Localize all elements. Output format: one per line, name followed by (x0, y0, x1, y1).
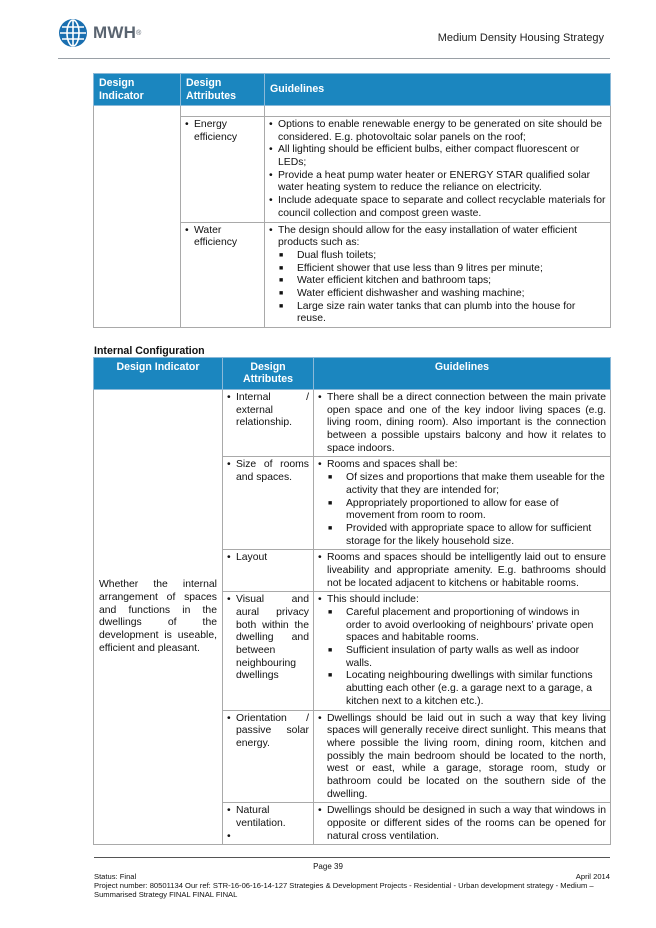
attribute-internal-external: • Internal / external relationship. (227, 392, 309, 429)
sub-list-item: ■ Provided with appropriate space to allow for sufficient storage for the likely household size. (328, 522, 592, 547)
list-item: • This should include: (318, 594, 419, 606)
list-item: • Include adequate space to separate and collect recyclable materials for council collection and compost green waste. (269, 195, 606, 219)
logo-text: MWH (93, 23, 137, 42)
table-header-row (94, 358, 611, 390)
sub-list-item: ■ Locating neighbouring dwellings with similar functions abutting each other (e.g. a garage next to a garage, a kitchen next to a kitchen etc.). (328, 670, 593, 707)
sub-list-item: ■ Efficient shower that use less than 9 litres per minute; (279, 262, 543, 274)
table-row (94, 390, 611, 457)
table-row (94, 117, 611, 223)
column-header-indicator: Design Indicator (94, 74, 181, 106)
internal-configuration-table (93, 357, 611, 845)
list-item: • Dwellings should be designed in such a way that windows in opposite or different sides of the rooms can be opened for natural cross ventilation. (318, 805, 606, 842)
attribute-privacy: • Visual and aural privacy both within the dwelling and between neighbouring dwellings (227, 594, 309, 682)
page-header (58, 18, 610, 58)
list-item: • Provide a heat pump water heater or ENERGY STAR qualified solar water heating system to reduce the reliance on electricity. (269, 169, 591, 194)
sustainability-table (93, 73, 611, 328)
sub-list-item: ■ Water efficient dishwasher and washing machine; (279, 287, 525, 299)
column-header-attributes: Design Attributes (223, 358, 314, 390)
sub-list-item: ■ Large size rain water tanks that can plumb into the house for reuse. (279, 300, 576, 325)
list-item: • Rooms and spaces shall be: (318, 459, 458, 471)
list-item: • Rooms and spaces should be intelligently laid out to ensure liveability and appropriate amenity. E.g. bathrooms should not be located adjacent to kitchens or habitable rooms. (318, 552, 606, 589)
sub-list-item: ■ Careful placement and proportioning of windows in order to avoid overlooking of neighbours’ private open spaces and habitable rooms. (328, 607, 594, 644)
footer-divider (94, 857, 610, 858)
attribute-natural-ventilation: • Natural ventilation. (227, 805, 286, 829)
attribute-energy-efficiency: • Energy efficiency (185, 119, 238, 143)
sub-list-item: ■ Dual flush toilets; (279, 249, 377, 261)
page-number: Page 39 (313, 862, 343, 871)
design-indicator-text: Whether the internal arrangement of spaces and functions in the dwellings of the development is useable, efficient and pleasant. (99, 579, 217, 654)
empty-bullet: • (227, 830, 231, 842)
attribute-orientation: • Orientation / passive solar energy. (227, 712, 309, 749)
attribute-water-efficiency: • Water efficiency (185, 224, 238, 249)
header-divider (58, 58, 610, 59)
attribute-layout: • Layout (227, 552, 268, 564)
indicator-cell (94, 106, 181, 117)
list-item: • There shall be a direct connection between the main private open space and one of the key indoor living spaces (e.g. living room, dining room). Also important is the connection between a possible upstairs balcony and how it relates to space indoors. (318, 392, 606, 454)
document-title: Medium Density Housing Strategy (437, 32, 604, 44)
footer-status: Status: Final (94, 872, 137, 881)
logo-trademark: ® (136, 29, 142, 37)
footer-project-reference: Project number: 80501134 Our ref: STR-16-06-16-14-127 Strategies & Development Projects - Residential - Urban development strategy - Medium – Summarised Strategy FINAL FINAL FINAL (94, 881, 594, 900)
column-header-guidelines: Guidelines (265, 74, 611, 106)
section-heading: Internal Configuration (94, 345, 205, 357)
table-spacer-row (94, 106, 611, 117)
list-item: • Dwellings should be laid out in such a way that key living spaces will generally receive direct sunlight. This means that where possible the living room, dining room, kitchen and possibly the main bedroom should be located to the north, west or east, while a garage, storage room, study or bathroom could be located on the southern side of the dwelling. (318, 712, 606, 800)
globe-icon (58, 18, 88, 48)
list-item: • The design should allow for the easy installation of water efficient products such as: (269, 224, 577, 249)
table-row (94, 222, 611, 328)
sub-list-item: ■ Sufficient insulation of party walls as well as indoor walls. (328, 645, 580, 669)
table-header-row (94, 74, 611, 106)
sub-list-item: ■ Water efficient kitchen and bathroom taps; (279, 275, 492, 287)
list-item: • Options to enable renewable energy to be generated on site should be considered. E.g. photovoltaic solar panels on the roof; (269, 119, 603, 143)
attribute-size-of-rooms: • Size of rooms and spaces. (227, 459, 309, 484)
column-header-indicator: Design Indicator (94, 358, 223, 390)
sub-list-item: ■ Appropriately proportioned to allow for ease of movement from room to room. (328, 497, 559, 522)
column-header-guidelines: Guidelines (314, 358, 611, 390)
sub-list-item: ■ Of sizes and proportions that make them useable for the activity that they are intended for; (328, 472, 605, 496)
company-logo (58, 18, 141, 48)
indicator-cell (94, 390, 223, 845)
column-header-attributes: Design Attributes (181, 74, 265, 106)
footer-date: April 2014 (575, 872, 610, 881)
list-item: • All lighting should be efficient bulbs, either compact fluorescent or LEDs; (269, 144, 580, 169)
